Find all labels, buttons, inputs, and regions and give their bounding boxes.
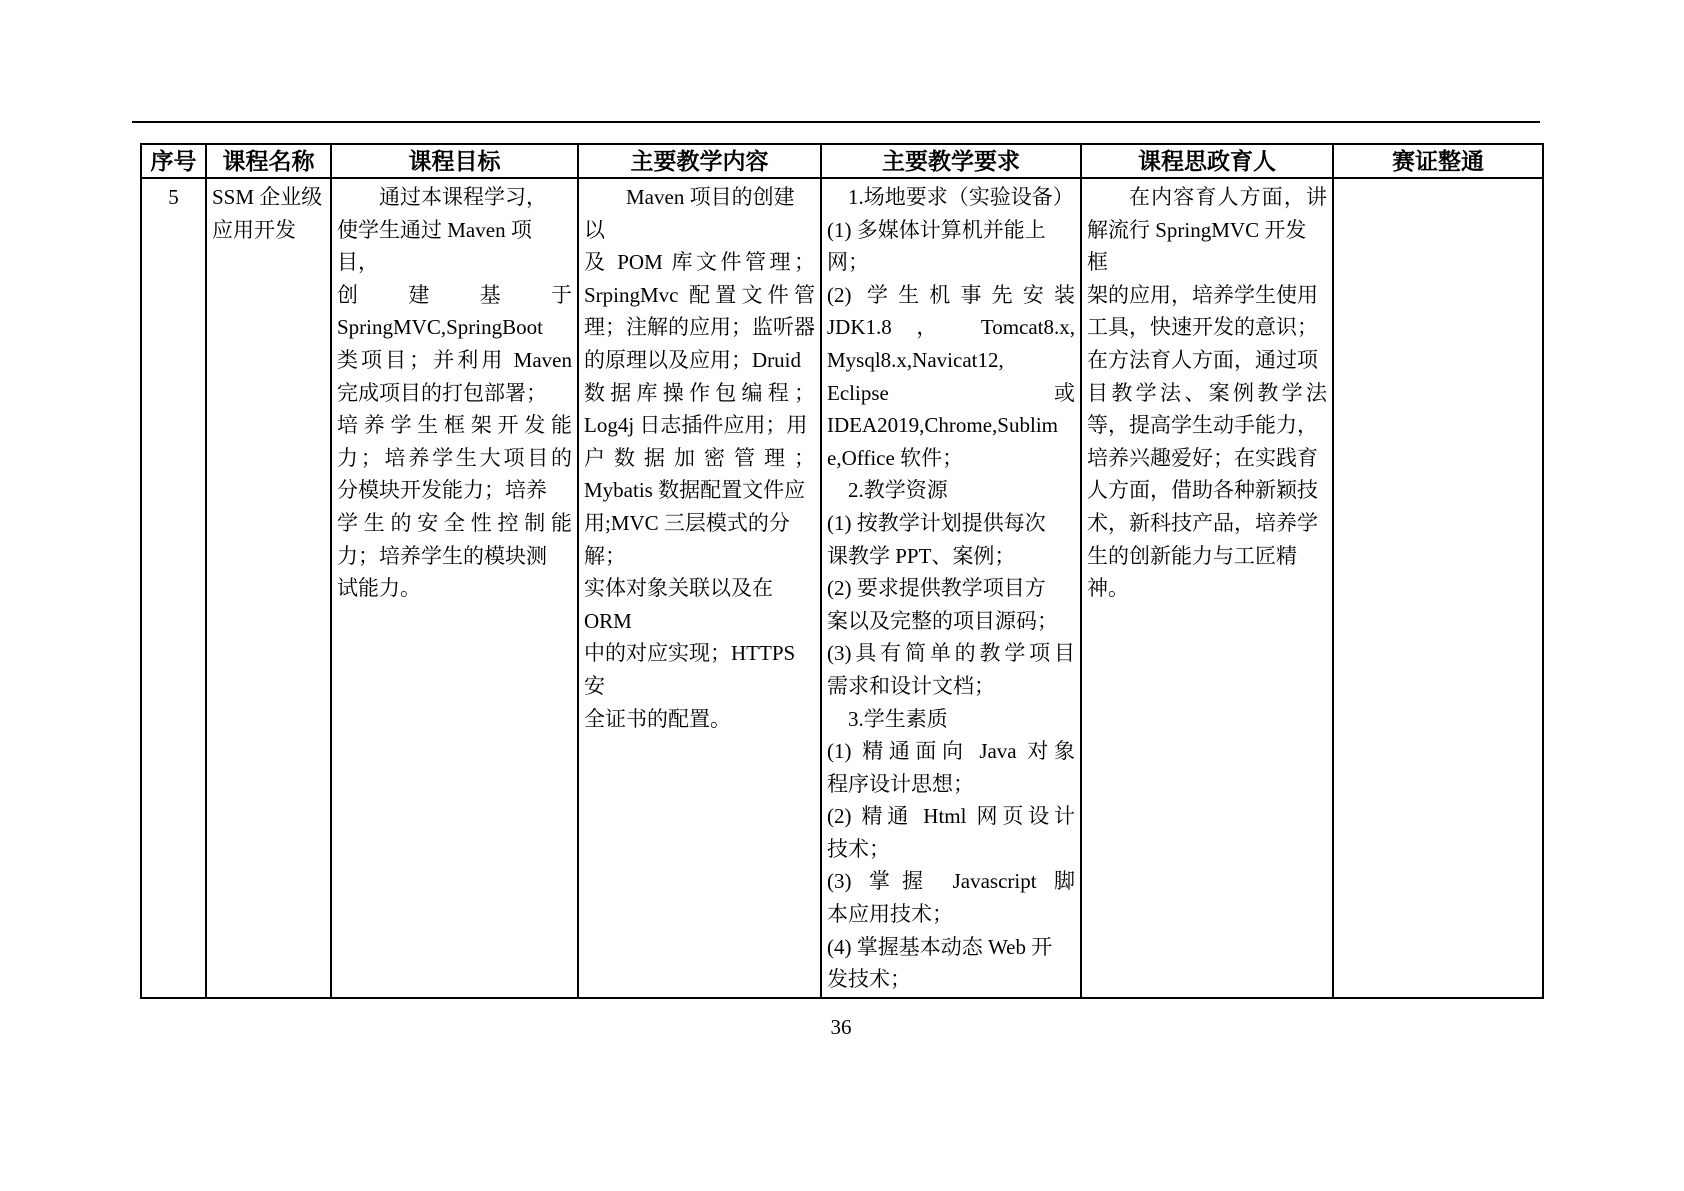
text-line: Mybatis 数据配置文件应	[584, 478, 806, 503]
header-rule-line	[132, 121, 1540, 123]
text-line: 案以及完整的项目源码；	[827, 608, 1058, 633]
text-line: 学生的安全性控制能	[337, 510, 572, 535]
text-line: 理；注解的应用；监听器	[584, 315, 815, 340]
text-line: Log4j 日志插件应用；用	[584, 413, 808, 438]
column-header-ideology: 课程思政育人	[1081, 144, 1333, 178]
text-line: 本应用技术；	[827, 902, 953, 927]
text-line: 实体对象关联以及在 ORM	[584, 576, 773, 633]
cell-teaching-requirements	[821, 178, 1081, 998]
text-line: 户数据加密管理；	[584, 445, 815, 470]
column-header-certificate: 赛证整通	[1333, 144, 1543, 178]
cell-course-name	[206, 178, 331, 998]
text-line: 课教学 PPT、案例；	[827, 543, 1016, 568]
text-line: 数据库操作包编程；	[584, 380, 815, 405]
text-line: 中的对应实现；HTTPS 安	[584, 641, 796, 698]
text-line: 3.学生素质	[848, 706, 948, 731]
seq-value: 5	[168, 185, 179, 209]
text-line: 2.教学资源	[848, 478, 948, 503]
text-line: (1) 按教学计划提供每次	[827, 510, 1046, 535]
text-line: 需求和设计文档；	[827, 673, 995, 698]
text-line: 力；培养学生的模块测	[337, 543, 547, 568]
text-line: 及 POM 库文件管理；	[584, 250, 815, 275]
cell-objectives	[331, 178, 578, 998]
text-line: 等，提高学生动手能力，	[1087, 413, 1318, 438]
text-line: Eclipse 或	[827, 380, 1075, 405]
column-header-seq: 序号	[141, 144, 206, 178]
column-header-objectives: 课程目标	[331, 144, 578, 178]
text-line: 类项目；并利用 Maven	[337, 347, 572, 372]
text-line: (2) 学生机事先安装	[827, 282, 1075, 307]
column-header-teaching-content: 主要教学内容	[578, 144, 821, 178]
cell-ideology	[1081, 178, 1333, 998]
text-line: 神。	[1087, 576, 1129, 601]
text-line: 工具，快速开发的意识；	[1087, 315, 1318, 340]
text-line: SpringMVC,SpringBoot	[337, 315, 543, 340]
text-line: 完成项目的打包部署；	[337, 380, 547, 405]
text-line: 人方面，借助各种新颖技	[1087, 478, 1318, 503]
text-line: 术，新科技产品，培养学	[1087, 510, 1318, 535]
text-line: 的原理以及应用；Druid	[584, 347, 801, 372]
text-line: 用;MVC 三层模式的分解；	[584, 510, 790, 568]
text-line: 创建基于	[337, 282, 572, 307]
text-line: (2) 精通 Html 网页设计	[827, 804, 1075, 829]
column-header-teaching-requirements: 主要教学要求	[821, 144, 1081, 178]
text-line: (3) 掌握 Javascript 脚	[827, 869, 1075, 894]
text-line: 力；培养学生大项目的	[337, 445, 572, 470]
table-row	[141, 178, 1543, 998]
cell-teaching-content	[578, 178, 821, 998]
text-line: 试能力。	[337, 576, 421, 601]
text-line: (1) 多媒体计算机并能上	[827, 217, 1046, 242]
text-line: IDEA2019,Chrome,Sublim	[827, 413, 1058, 438]
text-line: (2) 要求提供教学项目方	[827, 576, 1046, 601]
cell-seq	[141, 178, 206, 998]
text-line: SrpingMvc 配置文件管	[584, 282, 815, 307]
text-line: 1.场地要求（实验设备）	[848, 185, 1074, 209]
text-line: SSM 企业级	[212, 185, 323, 209]
text-line: JDK1.8 ， Tomcat8.x,	[827, 315, 1075, 340]
cell-certificate	[1333, 178, 1543, 998]
text-line: 培养学生框架开发能	[337, 413, 572, 438]
text-line: 培养兴趣爱好；在实践育	[1087, 445, 1318, 470]
text-line: 架的应用，培养学生使用	[1087, 282, 1318, 307]
text-line: 解流行 SpringMVC 开发框	[1087, 217, 1307, 275]
course-table	[140, 143, 1544, 999]
text-line: 发技术；	[827, 967, 911, 992]
text-line: 使学生通过 Maven 项目，	[337, 217, 532, 275]
text-line: 全证书的配置。	[584, 706, 731, 731]
text-line: Mysql8.x,Navicat12,	[827, 347, 1004, 372]
page-number: 36	[830, 1015, 852, 1039]
text-line: 技术；	[827, 836, 890, 861]
text-line: (3)具有简单的教学项目	[827, 641, 1075, 666]
text-line: 通过本课程学习，	[379, 185, 547, 209]
text-line: 应用开发	[212, 217, 296, 242]
table-header-row	[141, 144, 1543, 178]
text-line: 目教学法、案例教学法	[1087, 380, 1327, 405]
text-line: (1) 精通面向 Java 对象	[827, 739, 1075, 764]
text-line: 程序设计思想；	[827, 771, 974, 796]
text-line: Maven 项目的创建以	[584, 185, 795, 242]
column-header-course-name: 课程名称	[206, 144, 331, 178]
text-line: 生的创新能力与工匠精	[1087, 543, 1297, 568]
text-line: 在内容育人方面，讲	[1129, 185, 1327, 209]
text-line: e,Office 软件；	[827, 445, 964, 470]
text-line: 分模块开发能力；培养	[337, 478, 547, 503]
text-line: 在方法育人方面，通过项	[1087, 347, 1318, 372]
text-line: (4) 掌握基本动态 Web 开	[827, 934, 1053, 959]
text-line: 网；	[827, 250, 869, 275]
